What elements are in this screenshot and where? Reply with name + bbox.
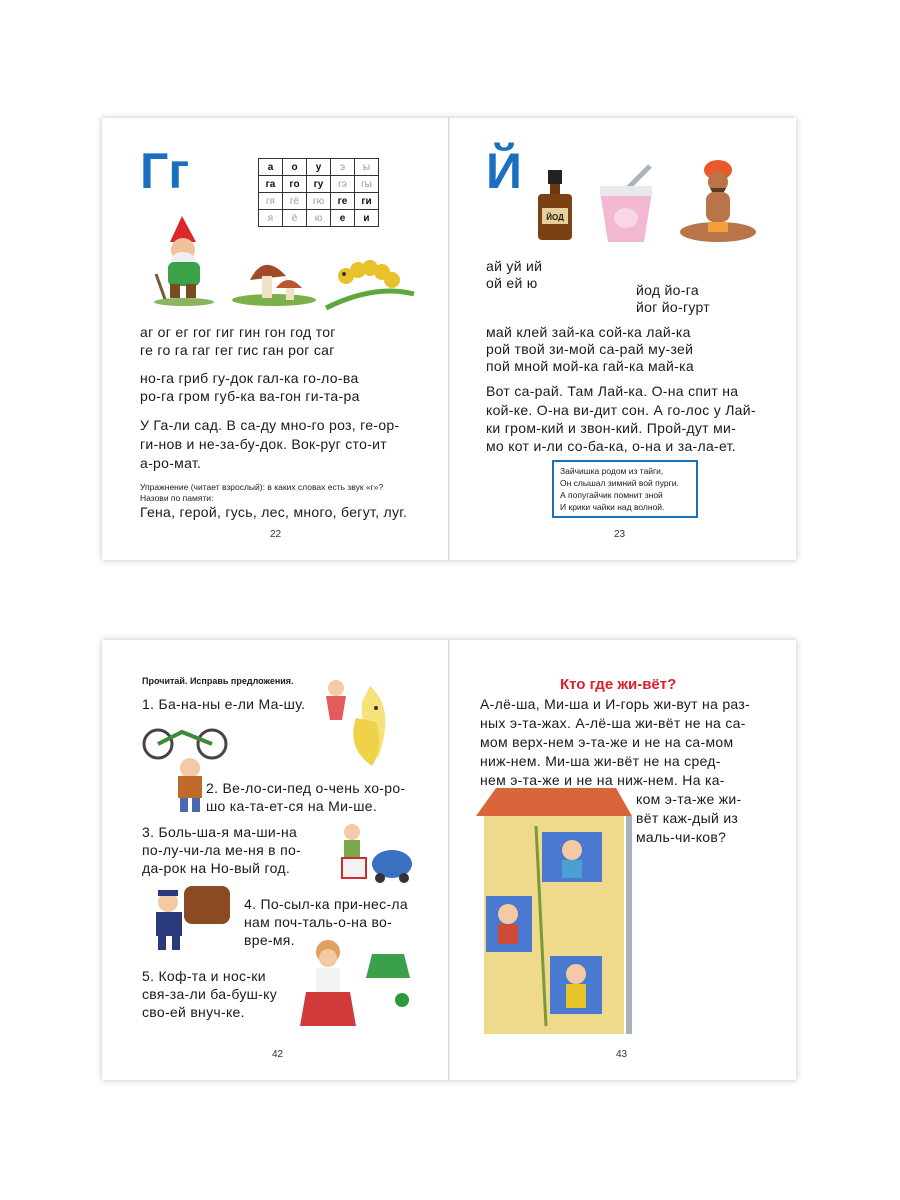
page-43	[450, 640, 796, 1080]
page-number: 42	[272, 1049, 284, 1060]
syllables-row-1: ай уй ий	[486, 258, 543, 274]
syllable-cell: га	[259, 176, 283, 193]
poem-line: А попугайчик помнит зной	[560, 490, 663, 500]
page-42	[102, 640, 448, 1080]
syllable-cell: гэ	[331, 176, 355, 193]
grandma-knitting-illustration	[298, 938, 418, 1032]
syllable-cell: гя	[259, 193, 283, 210]
page-number: 23	[614, 529, 626, 540]
letter-heading: Й	[486, 143, 522, 199]
yogi-illustration	[672, 156, 764, 248]
iodine-bottle-illustration	[534, 168, 576, 242]
caterpillar-illustration	[324, 250, 416, 312]
syllable-row	[259, 193, 379, 210]
text-line-2: ги-нов и не-за-бу-док. Вок-руг сто-ит	[140, 436, 387, 452]
story-line-8: маль-чи-ков?	[636, 829, 727, 845]
syllable-cell: а	[259, 159, 283, 176]
house-illustration	[476, 786, 636, 1036]
text-line-2: кой-ке. О-на ви-дит сон. А го-лос у Лай-	[486, 402, 756, 418]
sentence-3-line-1: 3. Боль-ша-я ма-ши-на	[142, 824, 298, 840]
exercise-instruction-2: Назови по памяти:	[140, 493, 214, 503]
sentence-1: 1. Ба-на-ны е-ли Ма-шу.	[142, 696, 306, 712]
text-line-1: У Га-ли сад. В са-ду мно-го роз, ге-ор-	[140, 417, 400, 433]
page-23	[450, 118, 796, 560]
text-line-1: Вот са-рай. Там Лай-ка. О-на спит на	[486, 383, 739, 399]
story-line-4: ниж-нем. Ми-ша жи-вёт не на сред-	[480, 753, 721, 769]
sentence-5-line-2: свя-за-ли ба-буш-ку	[142, 986, 278, 1002]
text-line-3: ки гром-кий и звон-кий. Прой-дут ми-	[486, 420, 737, 436]
yogurt-illustration	[594, 162, 660, 244]
letter-heading: Гг	[140, 143, 190, 199]
syllable-cell: гы	[355, 176, 379, 193]
sentence-5-line-3: сво-ей внуч-ке.	[142, 1004, 245, 1020]
mushrooms-illustration	[230, 246, 318, 306]
gnome-illustration	[142, 214, 224, 306]
syllables-row-2: ой ей ю	[486, 275, 538, 291]
sentence-2-line-2: шо ка-та-ет-ся на Ми-ше.	[206, 798, 378, 814]
poem-line: Он слышал зимний вой пурги.	[560, 478, 679, 488]
syllable-cell: ги	[355, 193, 379, 210]
car-gift-illustration	[334, 822, 414, 888]
sentence-4-line-1: 4. По-сыл-ка при-нес-ла	[244, 896, 408, 912]
syllable-cell: и	[355, 210, 379, 227]
bottle-label: ЙОД	[546, 213, 564, 222]
words-row-2: ро-га гром губ-ка ва-гон ги-та-ра	[140, 388, 360, 404]
story-line-3: мом верх-нем э-та-же и не на са-мом	[480, 734, 734, 750]
exercise-instruction: Упражнение (читает взрослый): в каких словах есть звук «г»?	[140, 482, 384, 492]
page-number: 22	[270, 529, 282, 540]
poem-box	[552, 460, 698, 518]
words-yod: йод йо-га	[636, 282, 699, 298]
postman-illustration	[142, 882, 234, 954]
text-line-4: мо кот и-ли со-ба-ка, о-на и за-ла-ет.	[486, 438, 736, 454]
story-line-6: ком э-та-же жи-	[636, 791, 742, 807]
story-line-5: нем э-та-же и не на ниж-нем. На ка-	[480, 772, 725, 788]
words-row-1: но-га гриб гу-док гал-ка го-ло-ва	[140, 370, 359, 386]
sentence-4-line-3: вре-мя.	[244, 932, 295, 948]
syllable-cell: го	[283, 176, 307, 193]
page-22	[102, 118, 448, 560]
syllable-cell: ы	[355, 159, 379, 176]
page-number: 43	[616, 1049, 628, 1060]
story-line-2: ных э-та-жах. А-лё-ша жи-вёт не на са-	[480, 715, 746, 731]
words-row-1: май клей зай-ка сой-ка лай-ка	[486, 324, 691, 340]
syllable-cell: гу	[307, 176, 331, 193]
book-spread-bottom	[102, 640, 796, 1080]
sentence-3-line-3: да-рок на Но-вый год.	[142, 860, 291, 876]
sentence-5-line-1: 5. Коф-та и нос-ки	[142, 968, 266, 984]
syllable-cell: ге	[331, 193, 355, 210]
story-line-7: вёт каж-дый из	[636, 810, 739, 826]
syllable-cell: е	[331, 210, 355, 227]
syllable-cell: у	[307, 159, 331, 176]
words-row-3: пой мной мой-ка гай-ка май-ка	[486, 358, 694, 374]
syllable-cell: гё	[283, 193, 307, 210]
banana-illustration	[316, 678, 408, 774]
syllable-cell: я	[259, 210, 283, 227]
syllables-row-2: ге го га гаг гег гис ган рог саг	[140, 342, 335, 358]
sentence-3-line-2: по-лу-чи-ла ме-ня в по-	[142, 842, 302, 858]
task-heading: Прочитай. Исправь предложения.	[142, 676, 294, 686]
exercise-words: Гена, герой, гусь, лес, много, бегут, луг.	[140, 504, 408, 520]
syllable-cell: о	[283, 159, 307, 176]
words-row-2: рой твой зи-мой са-рай му-зей	[486, 341, 694, 357]
syllable-cell: э	[331, 159, 355, 176]
syllable-table	[258, 158, 379, 227]
poem-line: Зайчишка родом из тайги,	[560, 466, 664, 476]
sentence-4-line-2: нам поч-таль-о-на во-	[244, 914, 393, 930]
syllables-row-1: аг ог ег гог гиг гин гон год тог	[140, 324, 336, 340]
syllable-row	[259, 159, 379, 176]
syllable-row	[259, 176, 379, 193]
words-yog: йог йо-гурт	[636, 299, 711, 315]
syllable-row	[259, 210, 379, 227]
syllable-cell: гю	[307, 193, 331, 210]
syllable-cell: ю	[307, 210, 331, 227]
story-title: Кто где жи-вёт?	[560, 676, 677, 693]
sentence-2-line-1: 2. Ве-ло-си-пед о-чень хо-ро-	[206, 780, 406, 796]
poem-line: И крики чайки над волной.	[560, 502, 665, 512]
story-line-1: А-лё-ша, Ми-ша и И-горь жи-вут на раз-	[480, 696, 751, 712]
book-spread-top	[102, 118, 796, 560]
text-line-3: а-ро-мат.	[140, 455, 202, 471]
syllable-cell: ё	[283, 210, 307, 227]
